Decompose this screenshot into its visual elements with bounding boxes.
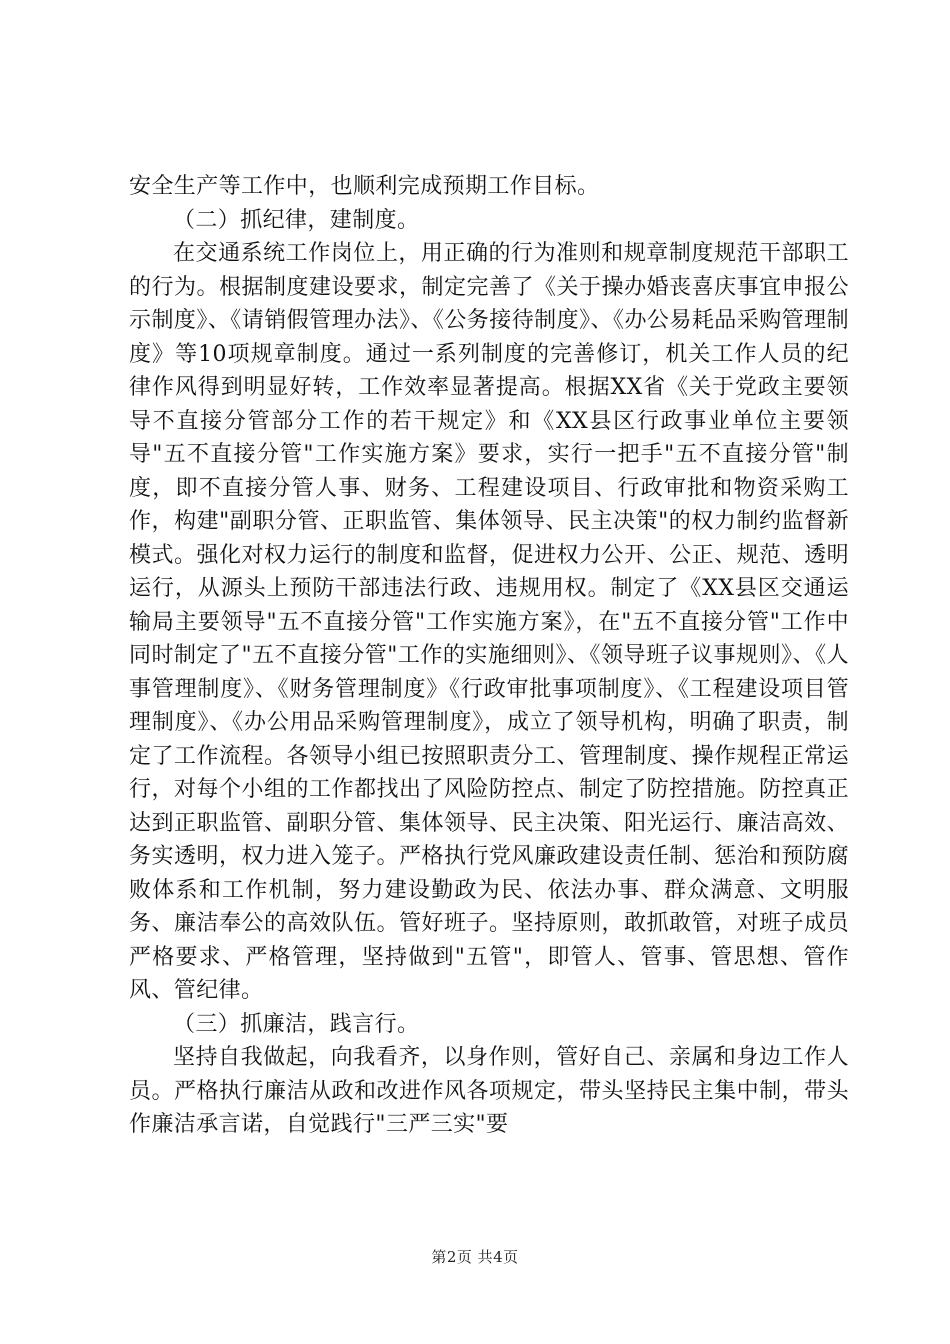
page-footer: 第2页 共4页: [431, 1248, 519, 1266]
paragraph-continuation: 安全生产等工作中，也顺利完成预期工作目标。: [129, 174, 600, 199]
section-heading-2: （二）抓纪律，建制度。: [173, 207, 420, 233]
section-heading-3: （三）抓廉洁，践言行。: [173, 1011, 420, 1037]
document-body: [129, 170, 849, 1142]
paragraph-discipline: 在交通系统工作岗位上，用正确的行为准则和规章制度规范干部职工的行为。根据制度建设要求，制定完善了《关于操办婚丧喜庆事宜申报公示制度》、《请销假管理办法》、《公务接待制度》、《办公易耗品采购管理制度》等10项规章制度。通过一系列制度的完善修订，机关工作人员的纪律作风得到明显好转，工作效率显著提高。根据XX省《关于党政主要领导不直接分管部分工作的若干规定》和《XX县区行政事业单位主要领导"五不直接分管"工作实施方案》要求，实行一把手"五不直接分管"制度，即不直接分管人事、财务、工程建设项目、行政审批和物资采购工作，构建"副职分管、正职监管、集体领导、民主决策"的权力制约监督新模式。强化对权力运行的制度和监督，促进权力公开、公正、规范、透明运行，从源头上预防干部违法行政、违规用权。制定了《XX县区交通运输局主要领导"五不直接分管"工作实施方案》，在"五不直接分管"工作中同时制定了"五不直接分管"工作的实施细则》、《领导班子议事规则》、《人事管理制度》、《财务管理制度》《行政审批事项制度》、《工程建设项目管理制度》、《办公用品采购管理制度》，成立了领导机构，明确了职责，制定了工作流程。各领导小组已按照职责分工、管理制度、操作规程正常运行，对每个小组的工作都找出了风险防控点、制定了防控措施。防控真正达到正职监管、副职分管、集体领导、民主决策、阳光运行、廉洁高效、务实透明，权力进入笼子。严格执行党风廉政建设责任制、惩治和预防腐败体系和工作机制，努力建设勤政为民、依法办事、群众满意、文明服务、廉洁奉公的高效队伍。管好班子。坚持原则，敢抓敢管，对班子成员严格要求、严格管理，坚持做到"五管"，即管人、管事、管思想、管作风、管纪律。: [129, 241, 849, 1003]
paragraph-integrity: 坚持自我做起，向我看齐，以身作则，管好自己、亲属和身边工作人员。严格执行廉洁从政和改进作风各项规定，带头坚持民主集中制，带头作廉洁承言诺，自觉践行"三严三实"要: [129, 1045, 849, 1137]
